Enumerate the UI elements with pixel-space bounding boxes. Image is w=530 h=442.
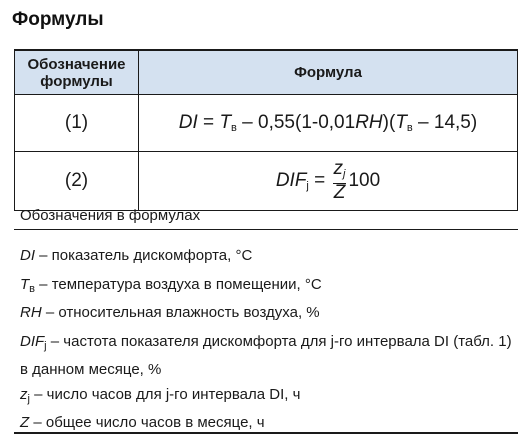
note-text: – температура воздуха в помещении, °С [35, 275, 322, 293]
list-item [20, 330, 518, 383]
bottom-rule [14, 432, 518, 434]
formula-text: – 14,5) [412, 112, 478, 133]
formula-symbol: RH [355, 112, 383, 133]
note-symbol: T [20, 275, 30, 293]
formula-text: – 0,55(1-0,01 [236, 112, 356, 133]
formula-text: )( [382, 112, 396, 133]
header-formula-id: Обозначение формулы [15, 50, 139, 95]
formulas-table [14, 49, 518, 211]
formula-cell [139, 95, 518, 152]
list-item [20, 383, 518, 412]
fraction-numerator [333, 160, 347, 184]
note-text: – общее число часов в месяце, ч [29, 414, 265, 431]
table-header-row [15, 50, 518, 95]
notes-list [20, 244, 518, 440]
header-formula: Формула [139, 50, 518, 95]
note-subscript: в [29, 282, 36, 295]
fraction [333, 160, 347, 202]
formula-text: = [197, 112, 220, 133]
formula-symbol: T [219, 112, 232, 133]
note-text: – относительная влажность воздуха, % [41, 304, 320, 321]
formula-text: 100 [348, 170, 381, 192]
list-item [20, 273, 518, 302]
formula-subscript: в [231, 122, 237, 134]
formula-id: (2) [15, 152, 139, 211]
note-text: – показатель дискомфорта, °С [35, 247, 253, 264]
note-symbol: DI [20, 247, 35, 264]
notes-caption: Обозначения в формулах [14, 201, 518, 230]
formula-id: (1) [15, 95, 139, 152]
note-symbol: DIF [20, 332, 45, 350]
formula-subscript: j [306, 180, 309, 193]
formula-text: = [308, 170, 331, 192]
formula-symbol: DI [178, 112, 198, 133]
note-symbol: Z [20, 414, 30, 431]
formula-2 [275, 158, 381, 203]
note-subscript: j [44, 339, 47, 352]
note-text: – число часов для j-го интервала DI, ч [29, 385, 301, 403]
list-item [20, 411, 518, 440]
formula-subscript: в [406, 122, 413, 134]
formula-subscript: j [343, 168, 346, 180]
list-item [20, 301, 518, 330]
formula-symbol: T [395, 112, 407, 133]
page-title: Формулы [12, 9, 104, 30]
table-row [15, 95, 518, 152]
note-text: – частота показателя дискомфорта для j-го интервала DI (табл. 1) в данном месяце, % [20, 332, 512, 378]
note-symbol: RH [20, 304, 42, 321]
note-symbol: z [20, 385, 28, 403]
fraction-denominator: Z [333, 182, 346, 203]
formula-1 [179, 112, 477, 133]
list-item [20, 244, 518, 273]
formula-symbol: DIF [275, 170, 307, 192]
formula-symbol: z [333, 158, 344, 179]
note-subscript: j [27, 392, 30, 405]
